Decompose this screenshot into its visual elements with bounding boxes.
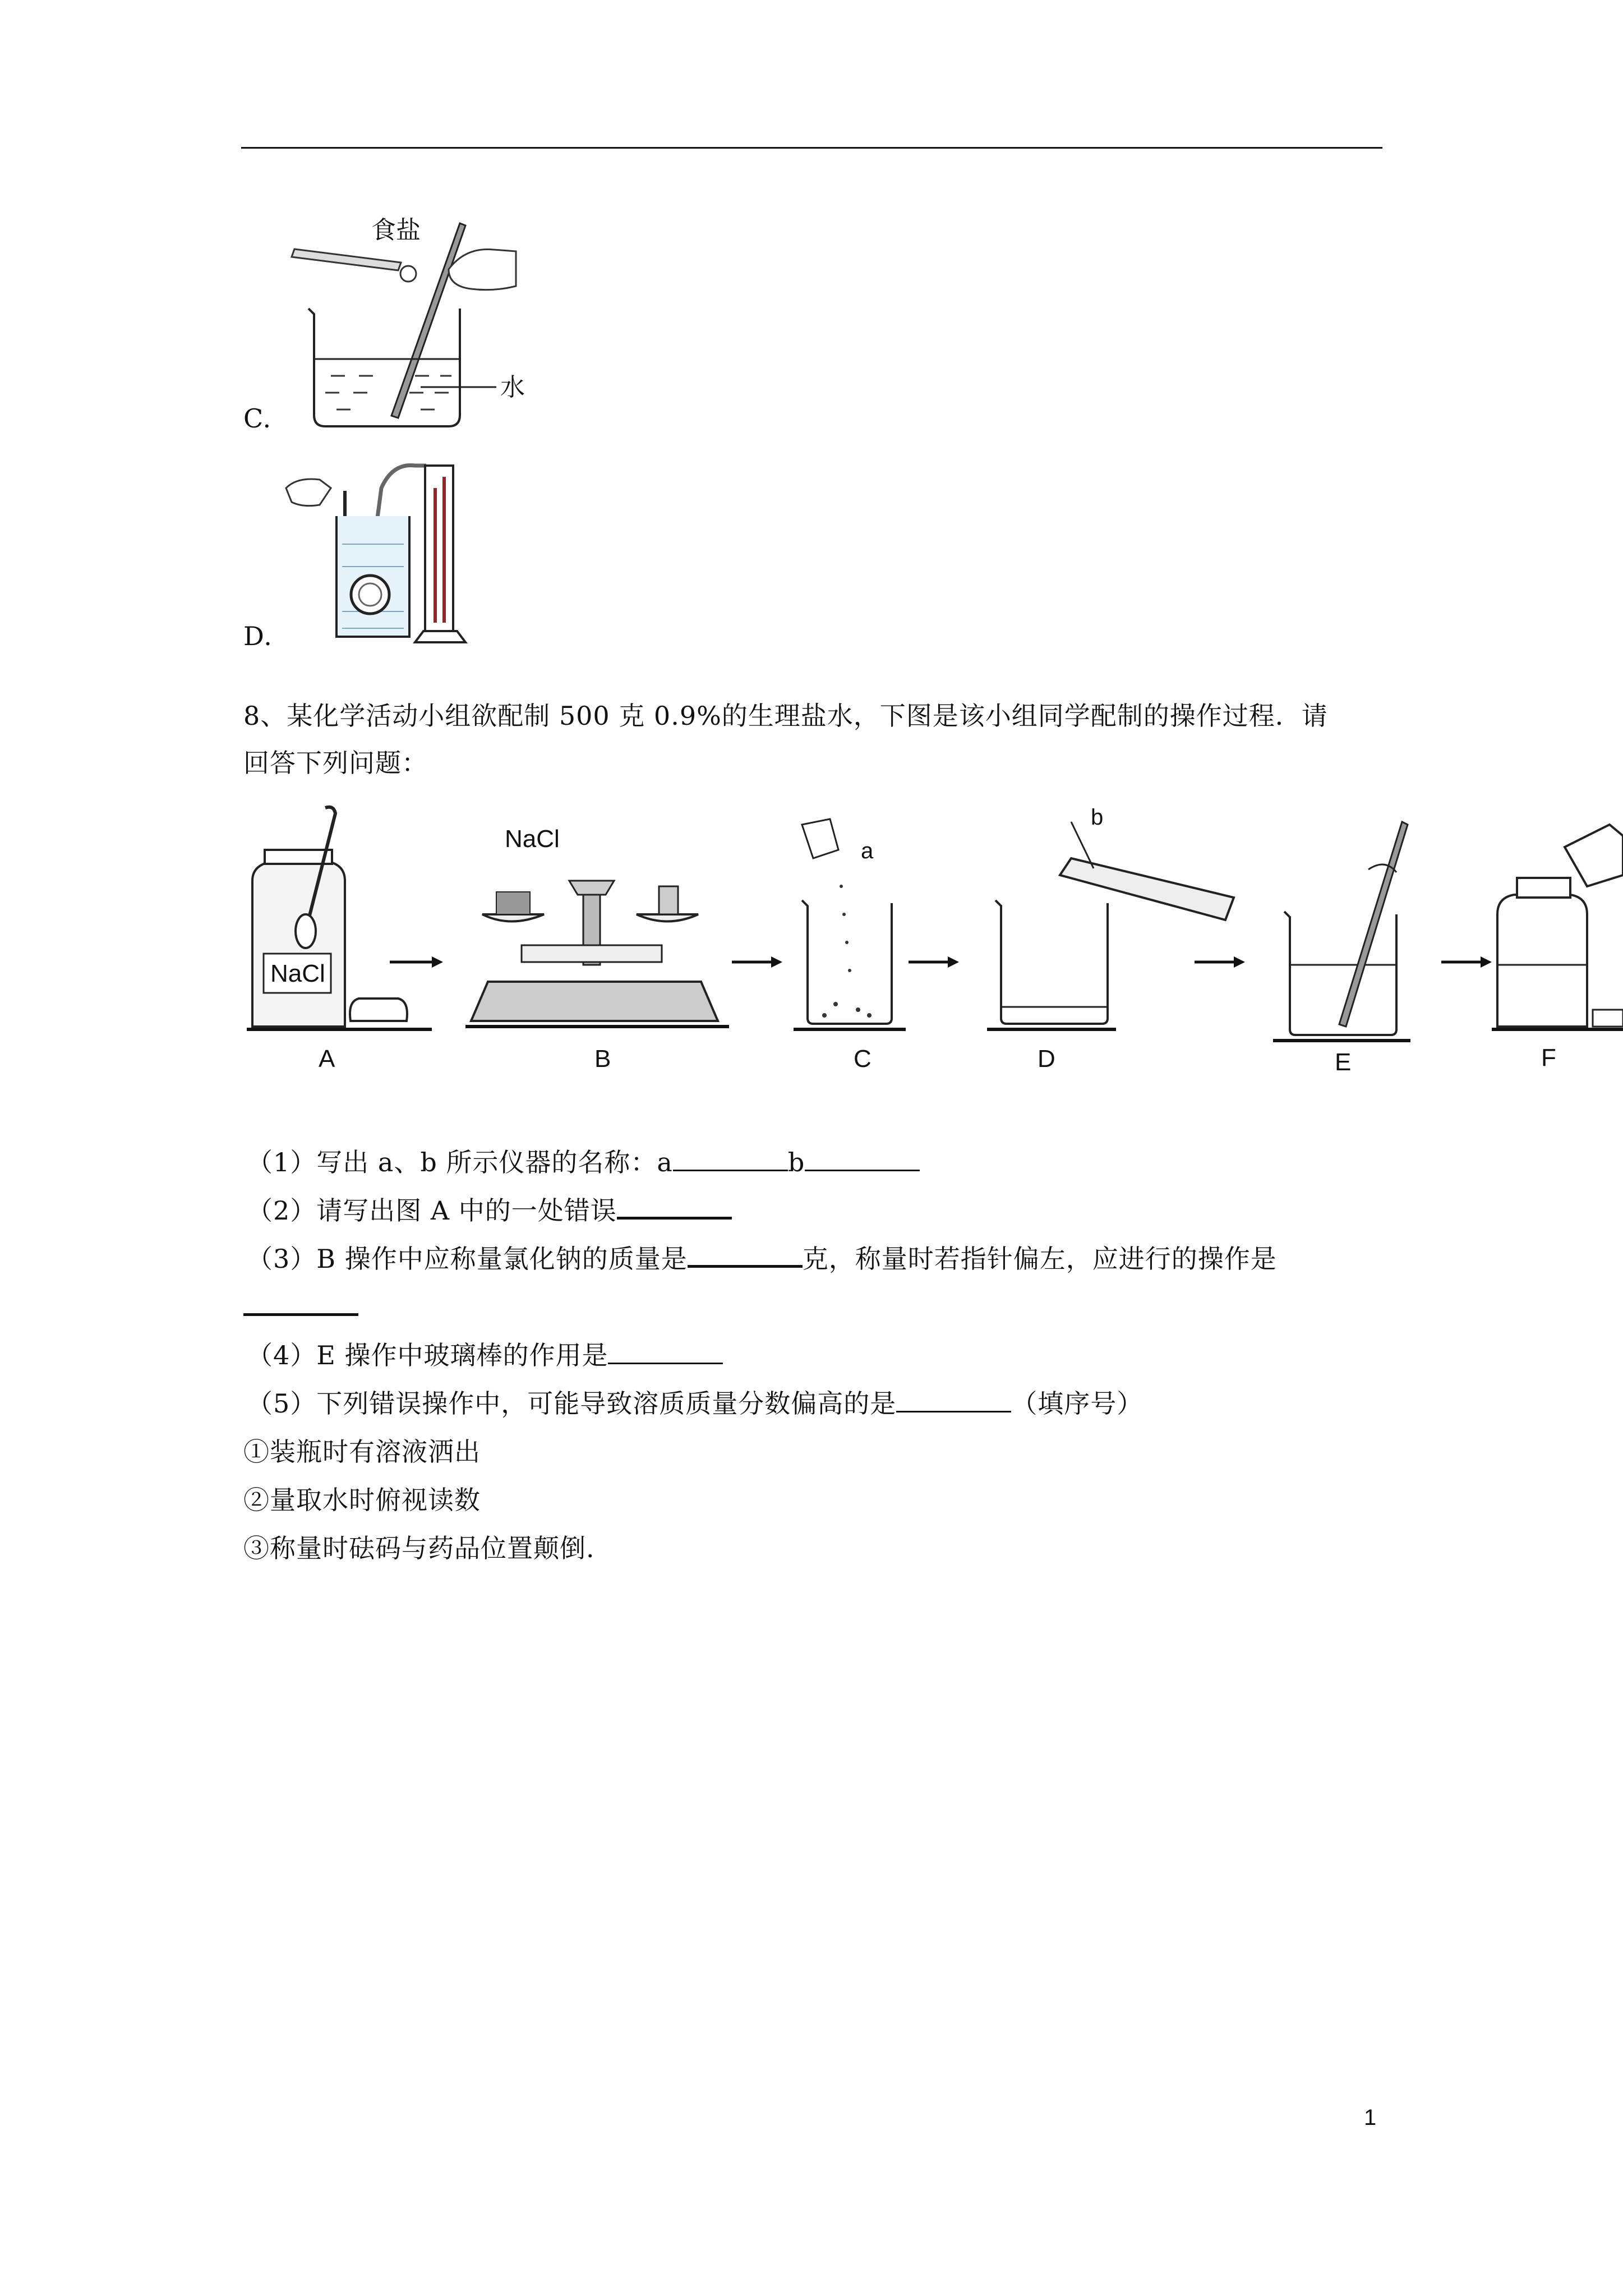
q4 [247, 1338, 723, 1372]
q5-option-3: ③称量时砝码与药品位置颠倒. [243, 1533, 595, 1563]
step-b-figure [465, 825, 729, 1027]
q4-blank[interactable] [608, 1340, 723, 1364]
step-d-figure [987, 805, 1234, 1029]
option-c-label: C. [243, 403, 272, 434]
q1-blank-a[interactable] [673, 1147, 788, 1171]
step-f-figure [1492, 825, 1623, 1029]
step-label-d: D [1038, 1045, 1055, 1073]
q1 [247, 1145, 920, 1179]
question-intro-line1: 8、某化学活动小组欲配制 500 克 0.9%的生理盐水，下图是该小组同学配制的操作过程．请 [243, 701, 1328, 731]
mark-a: a [861, 839, 874, 863]
q5-suffix: （填序号） [1011, 1388, 1144, 1419]
salt-label: 食盐 [371, 217, 421, 244]
option-c-figure [280, 208, 544, 432]
q3-continuation [243, 1290, 358, 1324]
q1-blank-b[interactable] [805, 1147, 920, 1171]
step-label-f: F [1541, 1044, 1556, 1071]
q3-suffix: 克，称量时若指针偏左，应进行的操作是 [802, 1244, 1277, 1274]
nacl-label-b: NaCl [505, 825, 560, 853]
q3-blank-mass[interactable] [688, 1243, 803, 1268]
q5 [247, 1387, 1143, 1420]
option-d-label: D. [243, 621, 273, 651]
q1-prefix: （1）写出 a、b 所示仪器的名称：a [247, 1147, 673, 1177]
mark-b: b [1091, 805, 1104, 830]
q5-option-1: ①装瓶时有溶液洒出 [243, 1437, 481, 1467]
step-label-b: B [594, 1045, 611, 1073]
q5-blank[interactable] [896, 1388, 1011, 1412]
q2 [247, 1194, 732, 1227]
step-a-figure [247, 807, 432, 1029]
q3 [247, 1242, 1277, 1276]
step-label-a: A [319, 1045, 335, 1073]
nacl-label-a: NaCl [270, 960, 325, 987]
page-number: 1 [1364, 2105, 1377, 2130]
q5-option-2: ②量取水时俯视读数 [243, 1485, 481, 1515]
q2-text: （2）请写出图 A 中的一处错误 [247, 1195, 617, 1226]
process-figure [241, 802, 1623, 1083]
q3-prefix: （3）B 操作中应称量氯化钠的质量是 [247, 1244, 688, 1274]
step-label-e: E [1335, 1048, 1352, 1076]
step-label-c: C [854, 1045, 872, 1073]
q2-blank[interactable] [617, 1194, 732, 1220]
option-d-figure [280, 454, 488, 651]
water-label: 水 [500, 374, 525, 401]
q3-blank-operation[interactable] [243, 1291, 358, 1316]
step-c-figure [794, 819, 906, 1029]
q1-mid: b [787, 1147, 805, 1177]
q5-prefix: （5）下列错误操作中，可能导致溶质质量分数偏高的是 [247, 1388, 897, 1419]
header-rule [241, 147, 1382, 149]
question-intro-line2: 回答下列问题： [243, 748, 428, 778]
step-e-figure [1273, 822, 1410, 1041]
q4-text: （4）E 操作中玻璃棒的作用是 [247, 1340, 608, 1370]
